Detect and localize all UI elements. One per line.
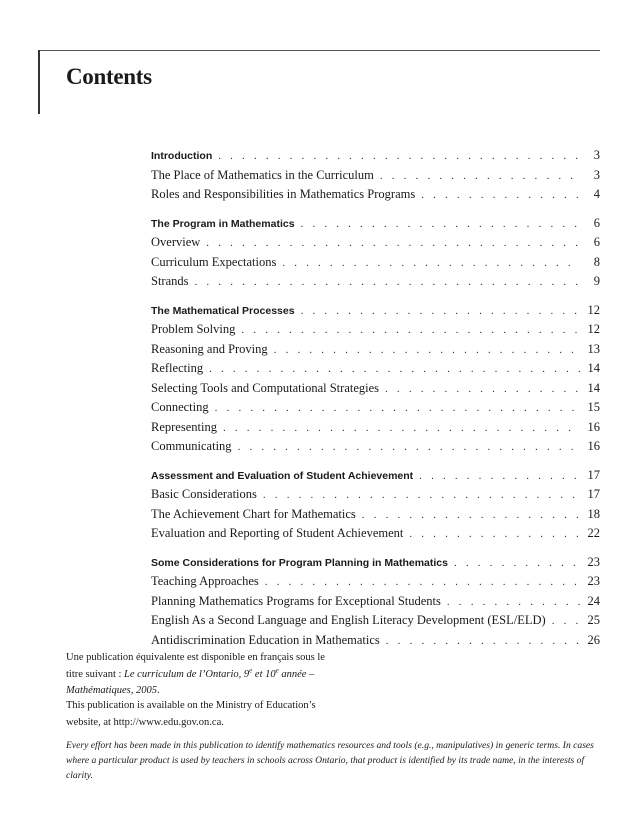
toc-page-number: 6 (593, 215, 600, 230)
toc-entry-row[interactable] (151, 235, 600, 255)
dot-leader (274, 344, 580, 356)
toc-heading-row[interactable] (151, 216, 600, 236)
toc-page-number: 3 (593, 148, 600, 162)
toc-section (151, 468, 600, 546)
toc-page-number: 15 (587, 400, 600, 414)
dot-leader (301, 305, 580, 317)
toc-label: The Program in Mathematics (151, 217, 295, 230)
toc-label: Curriculum Expectations (151, 254, 277, 269)
page-title: Contents (66, 64, 152, 89)
toc-entry-row[interactable] (151, 322, 600, 342)
dot-leader (206, 237, 580, 249)
toc-label: English As a Second Language and English Literacy Development (ESL/ELD) (151, 613, 546, 627)
toc-page-number: 16 (587, 439, 600, 453)
toc-page-number: 3 (593, 167, 600, 182)
toc-label: The Place of Mathematics in the Curriculum (151, 167, 374, 182)
dot-leader (238, 441, 580, 453)
dot-leader (195, 276, 581, 288)
toc-entry-row[interactable] (151, 507, 600, 527)
toc-label: Introduction (151, 150, 213, 162)
toc-heading-row[interactable] (151, 555, 600, 575)
dot-leader (447, 596, 580, 608)
toc-label: Reflecting (151, 361, 204, 375)
dot-leader (386, 635, 580, 647)
toc-label: Basic Considerations (151, 487, 257, 501)
toc-page-number: 18 (587, 506, 600, 521)
toc-page-number: 9 (593, 274, 600, 288)
toc-entry-row[interactable] (151, 187, 600, 207)
toc-entry-row[interactable] (151, 361, 600, 381)
toc-entry-row[interactable] (151, 594, 600, 614)
dot-leader (223, 422, 580, 434)
toc-heading-row[interactable] (151, 303, 600, 323)
toc-page-number: 22 (587, 526, 600, 540)
toc-entry-row[interactable] (151, 487, 600, 507)
toc-page-number: 25 (587, 613, 600, 627)
dot-leader (282, 257, 580, 269)
dot-leader (385, 383, 580, 395)
toc-section (151, 216, 600, 294)
toc-entry-row[interactable] (151, 526, 600, 546)
toc-label: The Achievement Chart for Mathematics (151, 506, 356, 521)
toc-page-number: 4 (593, 187, 600, 201)
dot-leader (209, 363, 580, 375)
toc-label: Roles and Responsibilities in Mathematics Programs (151, 187, 416, 201)
toc-label: Communicating (151, 439, 232, 453)
dot-leader (380, 170, 580, 182)
dot-leader (265, 576, 580, 588)
left-rule (38, 50, 40, 114)
toc-entry-row[interactable] (151, 381, 600, 401)
toc-page-number: 17 (587, 487, 600, 501)
website-note: This publication is available on the Ministry of Education’s website, at http://www.edu.gov.on.ca. (66, 700, 316, 728)
toc-page-number: 23 (587, 554, 600, 569)
toc-page-number: 16 (587, 419, 600, 434)
toc-label: Selecting Tools and Computational Strategies (151, 380, 380, 395)
dot-leader (419, 470, 580, 482)
toc-page-number: 14 (587, 361, 600, 375)
toc-page-number: 8 (593, 254, 600, 269)
toc-label: Some Considerations for Program Planning in Mathematics (151, 556, 448, 569)
toc-page-number: 24 (587, 593, 600, 608)
toc-label: The Mathematical Processes (151, 304, 295, 317)
toc-page-number: 12 (587, 302, 600, 317)
toc-page-number: 12 (587, 322, 600, 336)
toc-label: Reasoning and Proving (151, 341, 268, 356)
toc-label: Teaching Approaches (151, 574, 259, 588)
toc-label: Antidiscrimination Education in Mathematics (151, 632, 380, 647)
dot-leader (241, 324, 580, 336)
toc-label: Assessment and Evaluation of Student Achievement (151, 469, 414, 482)
toc-page-number: 14 (587, 380, 600, 395)
toc-heading-row[interactable] (151, 468, 600, 488)
toc-label: Representing (151, 419, 217, 434)
dot-leader (421, 189, 580, 201)
toc-label: Connecting (151, 400, 209, 414)
toc-page-number: 13 (587, 341, 600, 356)
toc-label: Strands (151, 274, 189, 288)
toc-page-number: 26 (587, 632, 600, 647)
top-rule (38, 50, 600, 51)
toc-heading-row[interactable] (151, 148, 600, 168)
toc-section (151, 148, 600, 207)
dot-leader (409, 528, 580, 540)
dot-leader (454, 557, 580, 569)
toc-label: Evaluation and Reporting of Student Achievement (151, 526, 404, 540)
table-of-contents (151, 148, 600, 661)
toc-entry-row[interactable] (151, 400, 600, 420)
dot-leader (552, 615, 580, 627)
toc-entry-row[interactable] (151, 342, 600, 362)
toc-entry-row[interactable] (151, 439, 600, 459)
toc-section (151, 303, 600, 459)
dot-leader (218, 150, 580, 162)
toc-entry-row[interactable] (151, 420, 600, 440)
disclaimer-note: Every effort has been made in this publication to identify mathematics resources and tools (e.g., manipulatives) in generic terms. In cases where a particular product is used by teachers in schools across Ontario, that product is identified by its trade name, in the interests of clarity. (66, 740, 594, 781)
toc-page-number: 17 (587, 467, 600, 482)
dot-leader (215, 402, 580, 414)
toc-entry-row[interactable] (151, 255, 600, 275)
toc-entry-row[interactable] (151, 574, 600, 594)
toc-label: Planning Mathematics Programs for Exceptional Students (151, 593, 441, 608)
toc-section (151, 555, 600, 653)
toc-entry-row[interactable] (151, 613, 600, 633)
toc-label: Overview (151, 235, 201, 249)
toc-page-number: 6 (593, 235, 600, 249)
dot-leader (301, 218, 580, 230)
toc-page-number: 23 (587, 574, 600, 588)
dot-leader (263, 489, 580, 501)
toc-label: Problem Solving (151, 322, 236, 336)
french-edition-note: Une publication équivalente est disponible en français sous le titre suivant : Le curriculum de l’Ontario, 9e et 10e année – Mathématiques, 2005. (66, 652, 325, 696)
toc-entry-row[interactable] (151, 168, 600, 188)
dot-leader (362, 509, 580, 521)
toc-entry-row[interactable] (151, 274, 600, 294)
